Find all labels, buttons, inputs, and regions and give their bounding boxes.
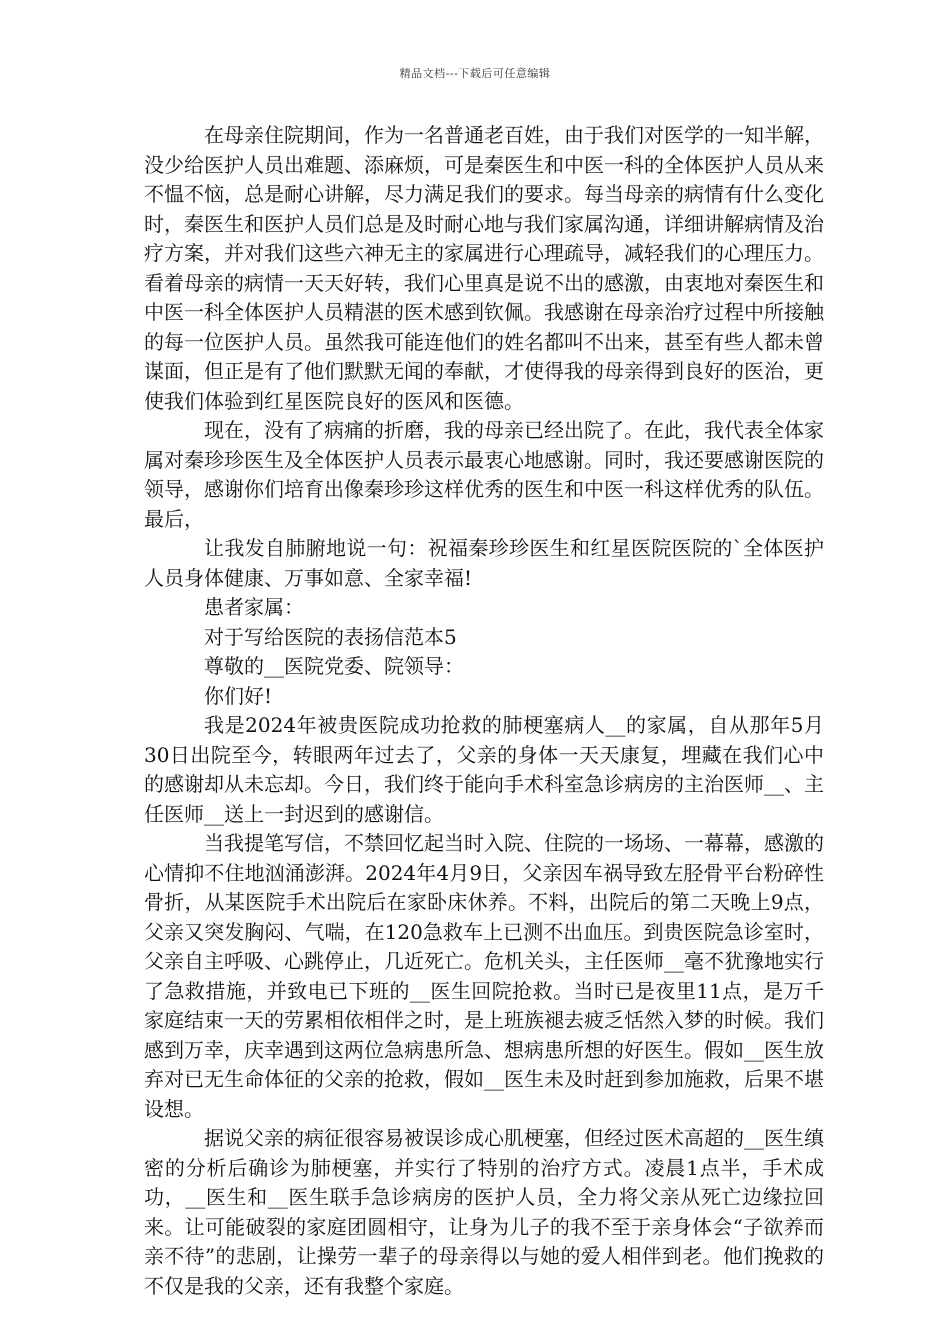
section-title: 对于写给医院的表扬信范本5 bbox=[204, 624, 457, 649]
greeting: 你们好! bbox=[204, 683, 273, 708]
paragraph: 让我发自肺腑地说一句：祝福秦珍珍医生和红星医院医院的`全体医护人员身体健康、万事如意、全家幸福! bbox=[144, 536, 824, 590]
signature-line: 患者家属： bbox=[204, 595, 304, 619]
salutation: 尊敬的__医院党委、院领导： bbox=[204, 654, 464, 678]
paragraph: 当我提笔写信，不禁回忆起当时入院、住院的一场场、一幕幕，感激的心情抑不住地汹涌澎湃。2024年4月9日，父亲因车祸导致左胫骨平台粉碎性骨折，从某医院手术出院后在家卧床休养。不料，出院后的第二天晚上9点，父亲又突发胸闷、气喘，在120急救车上已测不出血压。到贵医院急诊室时，父亲自主呼吸、心跳停止，几近死亡。危机关头，主任医师__毫不犹豫地实行了急救措施，并致电已下班的__医生回院抢救。当时已是夜里11点，是万千家庭结束一天的劳累相依相伴之时，是上班族褪去疲乏恬然入梦的时候。我们感到万幸，庆幸遇到这两位急病患所急、想病患所想的好医生。假如__医生放弃对已无生命体征的父亲的抢救，假如__医生未及时赶到参加施救，后果不堪设想。 bbox=[144, 831, 824, 1121]
document-body bbox=[144, 121, 824, 1301]
paragraph: 现在，没有了病痛的折磨，我的母亲已经出院了。在此，我代表全体家属对秦珍珍医生及全体医护人员表示最衷心地感谢。同时，我还要感谢医院的领导，感谢你们培育出像秦珍珍这样优秀的医生和中医一科这样优秀的队伍。最后， bbox=[144, 418, 824, 531]
paragraph: 在母亲住院期间，作为一名普通老百姓，由于我们对医学的一知半解，没少给医护人员出难题、添麻烦，可是秦医生和中医一科的全体医护人员从来不愠不恼，总是耐心讲解，尽力满足我们的要求。每当母亲的病情有什么变化时，秦医生和医护人员们总是及时耐心地与我们家属沟通，详细讲解病情及治疗方案，并对我们这些六神无主的家属进行心理疏导，减轻我们的心理压力。看着母亲的病情一天天好转，我们心里真是说不出的感激，由衷地对秦医生和中医一科全体医护人员精湛的医术感到钦佩。我感谢在母亲治疗过程中所接触的每一位医护人员。虽然我可能连他们的姓名都叫不出来，甚至有些人都未曾谋面，但正是有了他们默默无闻的奉献，才使得我的母亲得到良好的医治，更使我们体验到红星医院良好的医风和医德。 bbox=[144, 123, 824, 413]
paragraph: 据说父亲的病征很容易被误诊成心肌梗塞，但经过医术高超的__医生缜密的分析后确诊为肺梗塞，并实行了特别的治疗方式。凌晨1点半，手术成功，__医生和__医生联手急诊病房的医护人员，全力将父亲从死亡边缘拉回来。让可能破裂的家庭团圆相守，让身为儿子的我不至于亲身体会“子欲养而亲不待”的悲剧，让操劳一辈子的母亲得以与她的爱人相伴到老。他们挽救的不仅是我的父亲，还有我整个家庭。 bbox=[144, 1126, 824, 1298]
page-header: 精品文档---下载后可任意编辑 bbox=[399, 67, 551, 80]
paragraph: 我是2024年被贵医院成功抢救的肺梗塞病人__的家属，自从那年5月30日出院至今，转眼两年过去了，父亲的身体一天天康复，埋藏在我们心中的感谢却从未忘却。今日，我们终于能向手术科室急诊病房的主治医师__、主任医师__送上一封迟到的感谢信。 bbox=[144, 713, 824, 826]
